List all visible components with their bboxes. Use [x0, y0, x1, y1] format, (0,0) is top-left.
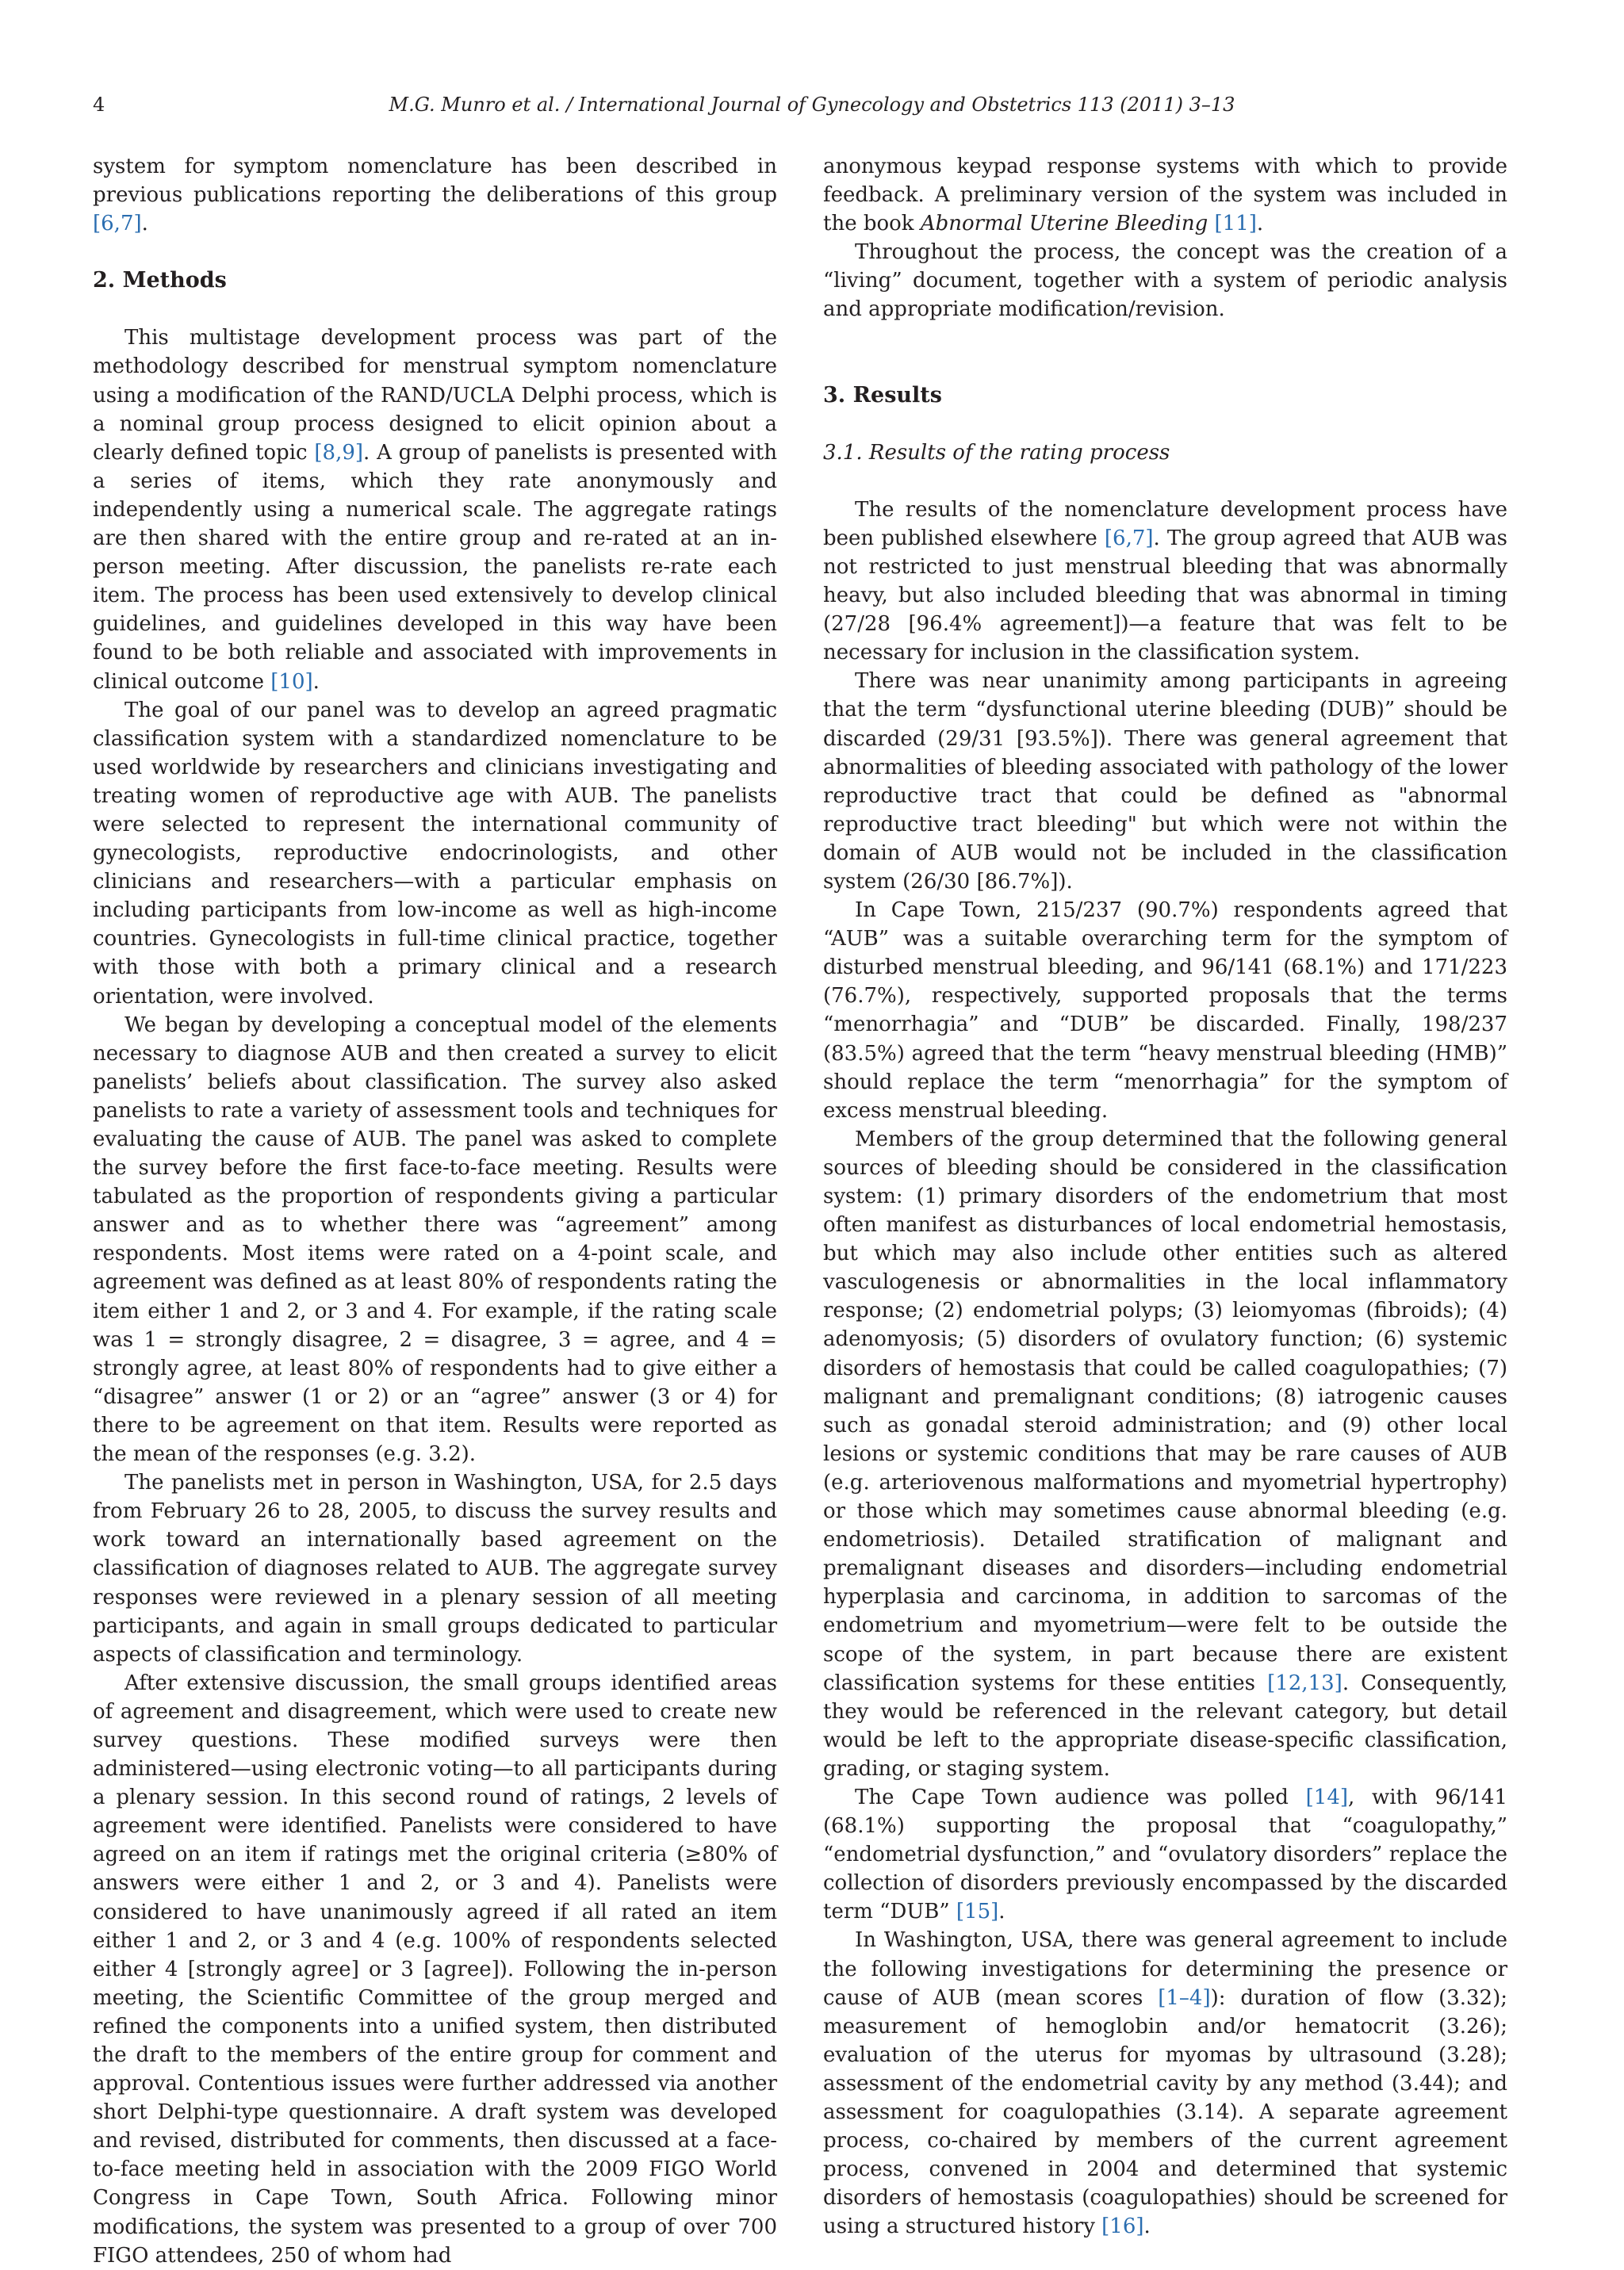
section-heading-methods: 2. Methods	[93, 268, 227, 293]
citation-link[interactable]: [8,9]	[314, 440, 364, 465]
left-column	[93, 152, 777, 2270]
text-run: .	[998, 1900, 1005, 1924]
citation-link[interactable]: [10]	[270, 669, 313, 694]
citation-link[interactable]: [15]	[956, 1900, 999, 1924]
living-document-paragraph: Throughout the process, the concept was the creation of a “living” document, together with a system of periodic analysis and appropriate modification/revision.	[823, 240, 1507, 322]
citation-link[interactable]: [16]	[1101, 2214, 1144, 2239]
citation-link[interactable]: [1–4]	[1158, 1985, 1211, 2010]
results-paragraph-2: There was near unanimity among participants in agreeing that the term “dysfunctional uterine bleeding (DUB)” should be discarded (29/31 [93.5%]). There was general agreement that abnormalities of bleeding associated with pathology of the lower reproductive tract that could be defined as "abnormal reproductive tract bleeding" but which were not within the domain of AUB would not be included in the classification system (26/30 [86.7%]).	[823, 669, 1507, 894]
page-number: 4	[93, 94, 105, 116]
text-run: The Cape Town audience was polled	[855, 1785, 1306, 1809]
running-head: M.G. Munro et al. / International Journal of Gynecology and Obstetrics 113 (2011) 3–13	[389, 94, 1235, 116]
citation-link[interactable]: [14]	[1305, 1785, 1349, 1809]
results-paragraph-4	[823, 1125, 1507, 1783]
right-column	[823, 152, 1507, 2241]
citation-link[interactable]: [12,13]	[1267, 1671, 1342, 1695]
results-paragraph-6	[823, 1926, 1507, 2241]
text-run	[1208, 212, 1214, 235]
intro-paragraph	[93, 152, 777, 238]
text-run: .	[312, 669, 320, 694]
book-title: Abnormal Uterine Bleeding	[920, 212, 1208, 236]
citation-link[interactable]: [11]	[1214, 212, 1257, 236]
methods-paragraph-3: We began by developing a conceptual model of the elements necessary to diagnose AUB and then created a survey to elicit panelists’ beliefs about classification. The survey also asked panelists to rate a variety of assessment tools and techniques for evaluating the cause of AUB. The panel was asked to complete the survey before the first face-to-face meeting. Results were tabulated as the proportion of respondents giving a particular answer and as to whether there was “agreement” among respondents. Most items were rated on a 4-point scale, and agreement was defined as at least 80% of respondents rating the item either 1 and 2, or 3 and 4. For example, if the rating scale was 1 = strongly disagree, 2 = disagree, 3 = agree, and 4 = strongly agree, at least 80% of respondents had to give either a “disagree” answer (1 or 2) or an “agree” answer (3 or 4) for there to be agreement on that item. Results were reported as the mean of the responses (e.g. 3.2).	[93, 1013, 777, 1467]
text-run: ): duration of flow (3.32); measurement of hemoglobin and/or hematocrit (3.26); evaluation of the uterus for myomas by ultrasound (3.28); assessment of the endometrial cavity by any method (3.44); and assessment for coagulopathies (3.14). A separate agreement process, co-chaired by members of the current agreement process, convened in 2004 and determined that systemic disorders of hemostasis (coagulopathies) should be screened for using a structured history	[823, 1985, 1508, 2239]
text-run: . Consequently, they would be referenced in the relevant category, but detail would be left to the appropriate disease-specific classification, grading, or staging system.	[823, 1671, 1507, 1781]
results-paragraph-1	[823, 496, 1507, 668]
continuation-paragraph	[823, 152, 1507, 238]
text-run: .	[1143, 2214, 1151, 2239]
text-run: This multistage development process was part of the methodology described for menstrual symptom nomenclature using a modification of the RAND/UCLA Delphi process, which is a nominal group process designed to elicit opinion about a clearly defined topic	[93, 326, 777, 465]
methods-paragraph-1	[93, 323, 777, 695]
text-run: , with 96/141 (68.1%) supporting the proposal that “coagulopathy,” “endometrial dysfunction,” and “ovulatory disorders” replace the collection of disorders previously encompassed by the discarded term “DUB”	[823, 1785, 1507, 1924]
text-run: . A group of panelists is presented with a series of items, which they rate anonymously and independently using a numerical scale. The aggregate ratings are then shared with the entire group and re-rated at an in-person meeting. After discussion, the panelists re-rate each item. The process has been used extensively to develop clinical guidelines, and guidelines developed in this way have been found to be both reliable and associated with improvements in clinical outcome	[93, 440, 777, 694]
citation-link[interactable]: [6,7]	[93, 212, 142, 236]
text-run: .	[1256, 212, 1264, 236]
methods-paragraph-5: After extensive discussion, the small groups identified areas of agreement and disagreement, which were used to create new survey questions. These modified surveys were then administered—using electronic voting—to all participants during a plenary session. In this second round of ratings, 2 levels of agreement were identified. Panelists were considered to have agreed on an item if ratings met the original criteria (≥80% of answers were either 1 and 2, or 3 and 4). Panelists were considered to have unanimously agreed if all rated an item either 1 and 2, or 3 and 4 (e.g. 100% of respondents selected either 4 [strongly agree] or 3 [agree]). Following the in-person meeting, the Scientific Committee of the group merged and refined the components into a unified system, then distributed the draft to the members of the entire group for comment and approval. Contentious issues were further addressed via another short Delphi-type questionnaire. A draft system was developed and revised, distributed for comments, then discussed at a face-to-face meeting held in association with the 2009 FIGO World Congress in Cape Town, South Africa. Following minor modifications, the system was presented to a group of over 700 FIGO attendees, 250 of whom had	[93, 1671, 777, 2268]
text-run: . The group agreed that AUB was not restricted to just menstrual bleeding that was abnormally heavy, but also included bleeding that was abnormal in timing (27/28 [96.4% agreement])—a feature that was felt to be necessary for inclusion in the classification system.	[823, 526, 1508, 665]
section-heading-results: 3. Results	[823, 382, 942, 408]
subsection-heading-rating: 3.1. Results of the rating process	[823, 440, 1170, 465]
results-paragraph-3: In Cape Town, 215/237 (90.7%) respondents agreed that “AUB” was a suitable overarching term for the symptom of disturbed menstrual bleeding, and 96/141 (68.1%) and 171/223 (76.7%), respectively, supported proposals that the terms “menorrhagia” and “DUB” be discarded. Finally, 198/237 (83.5%) agreed that the term “heavy menstrual bleeding (HMB)” should replace the term “menorrhagia” for the symptom of excess menstrual bleeding.	[823, 898, 1507, 1123]
text-run: system for symptom nomenclature has been described in previous publications reporting the deliberations of this group	[93, 155, 777, 208]
methods-paragraph-4: The panelists met in person in Washington, USA, for 2.5 days from February 26 to 28, 2005, to discuss the survey results and work toward an internationally based agreement on the classification of diagnoses related to AUB. The aggregate survey responses were reviewed in a plenary session of all meeting participants, and again in small groups dedicated to particular aspects of classification and terminology.	[93, 1471, 777, 1667]
citation-link[interactable]: [6,7]	[1104, 526, 1154, 550]
text-run: The results of the nomenclature development process have been published elsewhere	[823, 497, 1507, 550]
text-run: In Washington, USA, there was general agreement to include the following investigations for determining the presence or cause of AUB (mean scores	[823, 1928, 1507, 2010]
methods-paragraph-2: The goal of our panel was to develop an agreed pragmatic classification system with a standardized nomenclature to be used worldwide by researchers and clinicians investigating and treating women of reproductive age with AUB. The panelists were selected to represent the international community of gynecologists, reproductive endocrinologists, and other clinicians and researchers—with a particular emphasis on including participants from low-income as well as high-income countries. Gynecologists in full-time clinical practice, together with those with both a primary clinical and a research orientation, were involved.	[93, 698, 777, 1009]
results-paragraph-5	[823, 1783, 1507, 1926]
page-header	[0, 94, 1624, 125]
text-run: anonymous keypad response systems with which to provide feedback. A preliminary version of the system was included in the book	[823, 155, 1507, 236]
text-run: Members of the group determined that the following general sources of bleeding should be considered in the classification system: (1) primary disorders of the endometrium that most often manifest as disturbances of local endometrial hemostasis, but which may also include other entities such as altered vasculogenesis or abnormalities in the local inflammatory response; (2) endometrial polyps; (3) leiomyomas (fibroids); (4) adenomyosis; (5) disorders of ovulatory function; (6) systemic disorders of hemostasis that could be called coagulopathies; (7) malignant and premalignant conditions; (8) iatrogenic causes such as gonadal steroid administration; and (9) other local lesions or systemic conditions that may be rare causes of AUB (e.g. arteriovenous malformations and myometrial hypertrophy) or those which may sometimes cause abnormal bleeding (e.g. endometriosis). Detailed stratification of malignant and premalignant diseases and disorders—including endometrial hyperplasia and carcinoma, in addition to sarcomas of the endometrium and myometrium—were felt to be outside the scope of the system, in part because there are existent classification systems for these entities	[823, 1127, 1507, 1695]
spacer	[823, 324, 1507, 353]
text-run: .	[141, 212, 148, 236]
